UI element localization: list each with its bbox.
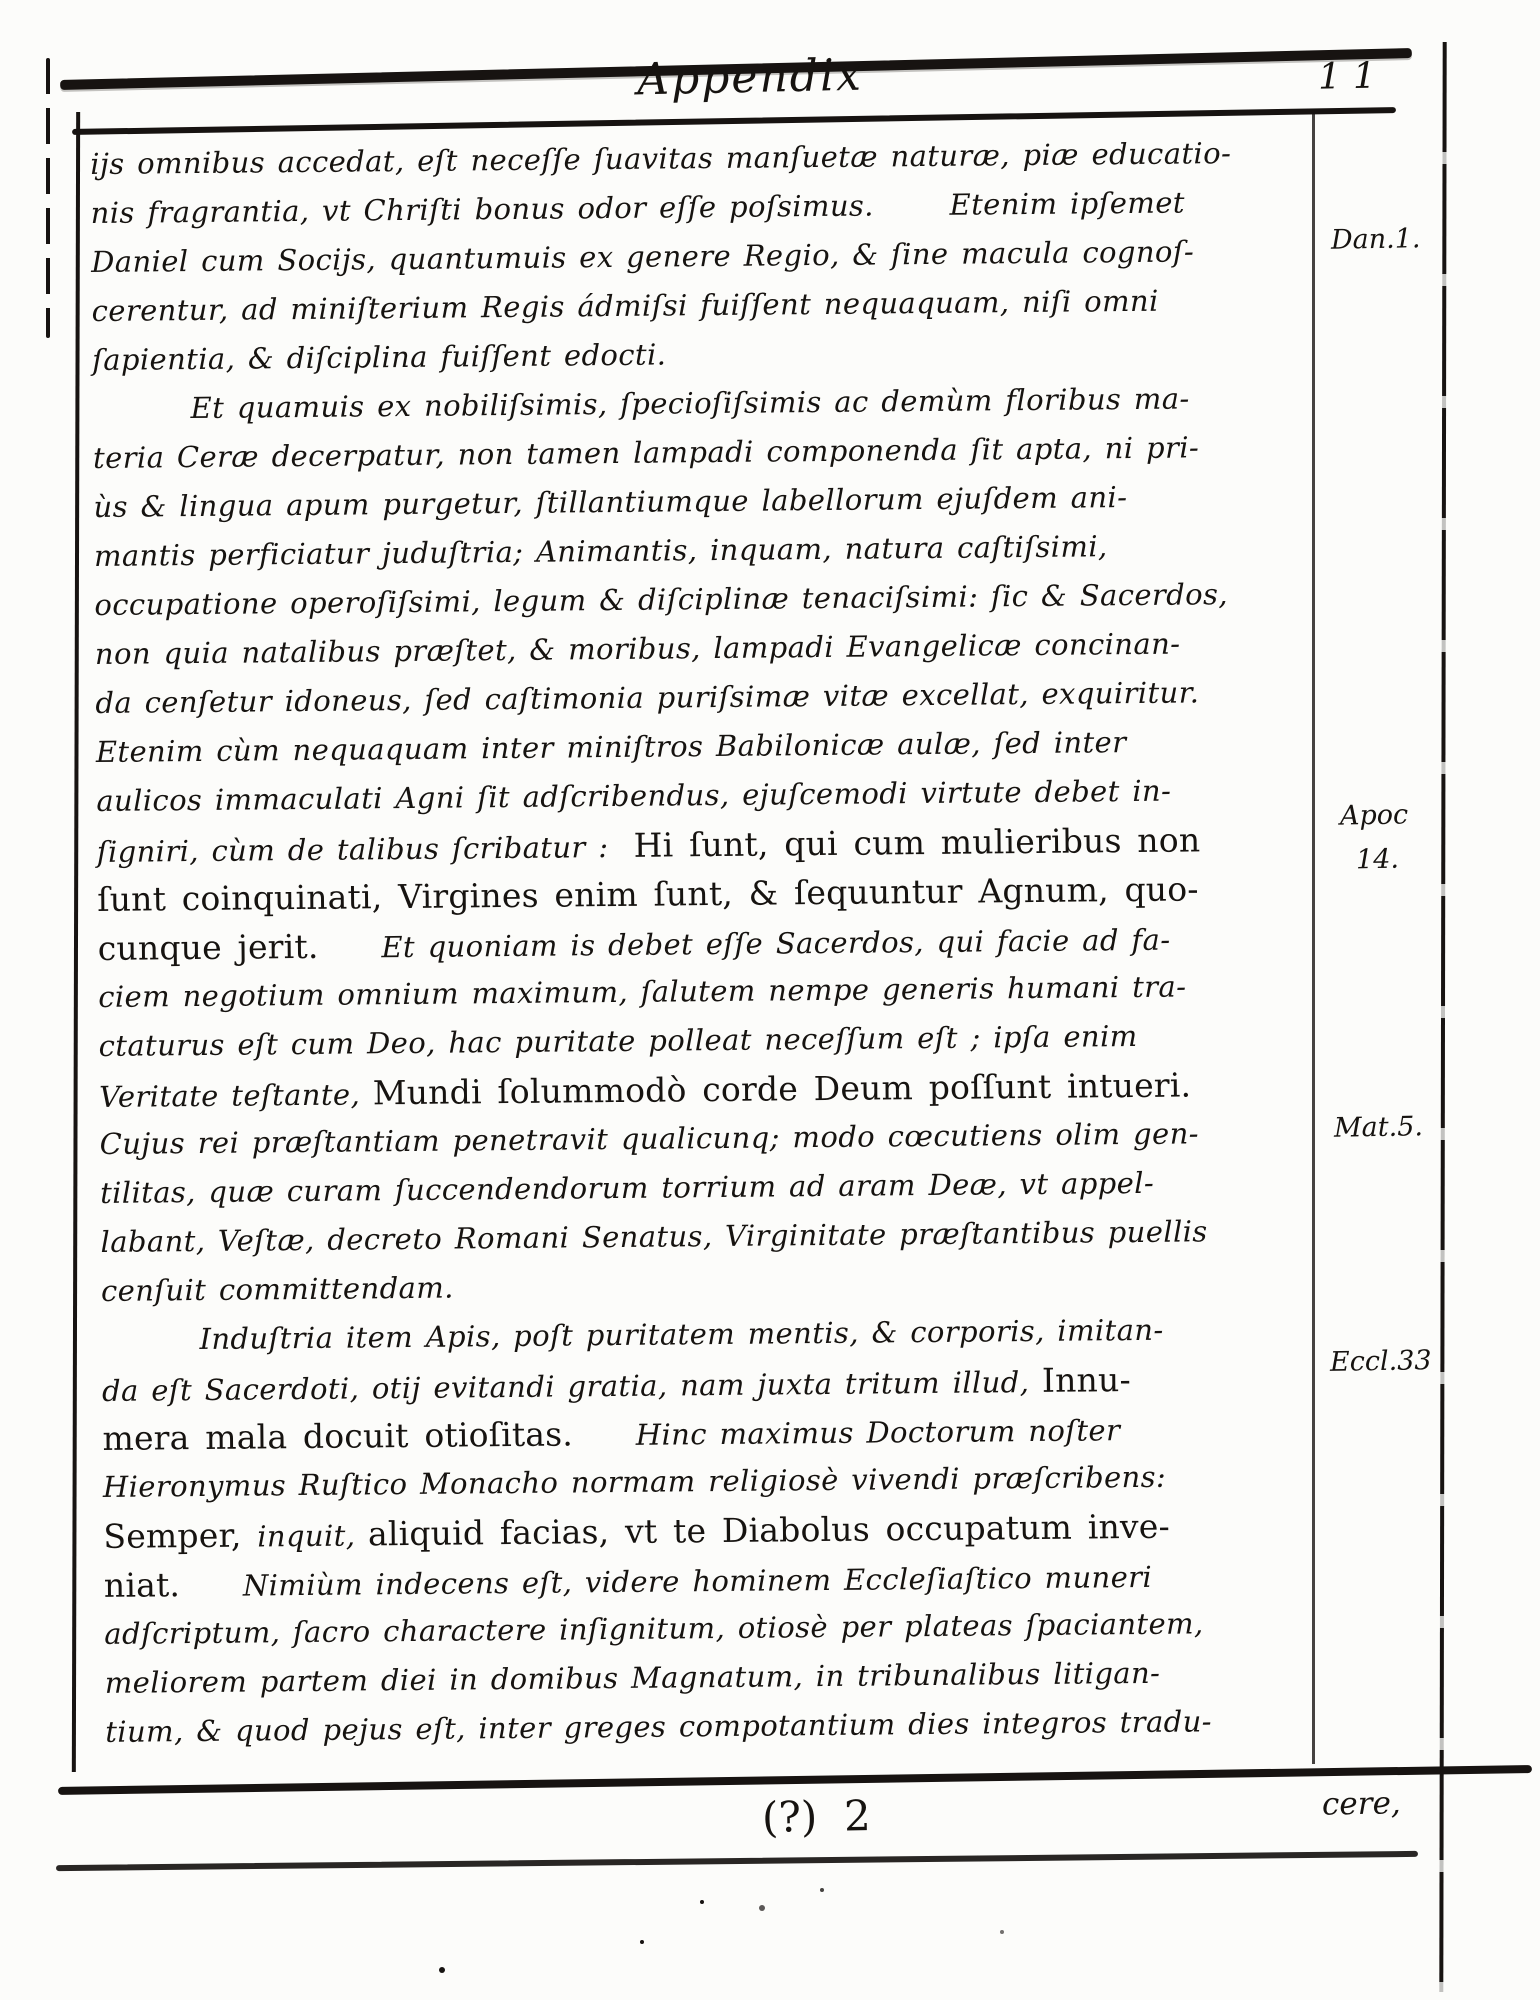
italic-text-segment: Et quamuis ex nobiliſsimis, ſpecioſiſsimis ac demùm floribus ma- [190, 381, 1190, 426]
italic-text-segment: da cenſetur idoneus, ſed caſtimonia puriſsimæ vitæ excellat, exquiritur. [95, 675, 1200, 720]
roman-text-segment: Semper, [103, 1515, 258, 1556]
roman-text-segment: aliquid facias, vt te Diabolus occupatum inve- [367, 1506, 1171, 1554]
page-title: Appendix [636, 49, 864, 106]
roman-text-segment: Innu- [1041, 1360, 1132, 1400]
margin-note-eccl33: Eccl.33 [1329, 1345, 1432, 1378]
catchword: cere, [1321, 1785, 1402, 1823]
roman-text-segment: ſunt coinquinati, Virgines enim ſunt, & ſequuntur Agnum, quo- [97, 869, 1199, 919]
italic-text-segment: ſigniri, cùm de talibus ſcribatur : [96, 829, 634, 869]
margin-note-mat5: Mat.5. [1333, 1111, 1424, 1144]
bottom-rule [58, 1765, 1532, 1795]
text-block-left-border [72, 112, 80, 1772]
italic-text-segment: ciem negotium omnium maximum, ſalutem nempe generis humani tra- [98, 969, 1187, 1014]
roman-text-segment: cunque jerit. [97, 926, 382, 968]
signature-mark: (?) 2 [761, 1791, 872, 1842]
italic-text-segment: cenſuit committendam. [100, 1270, 454, 1308]
left-edge-mark [46, 58, 50, 338]
italic-text-segment: teria Ceræ decerpatur, non tamen lampadi componenda ſit apta, ni pri- [92, 430, 1200, 475]
italic-text-segment: mantis perficiatur juduſtria; Animantis, inquam, natura caſtiſsimi, [93, 529, 1108, 573]
italic-text-segment: Hieronymus Ruſtico Monacho normam religiosè vivendi præſcribens: [102, 1459, 1167, 1504]
italic-text-segment: aulicos immaculati Agni ſit adſcribendus, ejuſcemodi virtute debet in- [96, 773, 1172, 818]
text-line [105, 1696, 1327, 1757]
italic-text-segment: labant, Veſtæ, decreto Romani Senatus, Virginitate præſtantibus puellis [100, 1214, 1208, 1259]
italic-text-segment: ſapientia, & diſciplina fuiſſent edocti. [91, 337, 667, 377]
italic-text-segment: ùs & lingua apum purgetur, ſtillantiumque labellorum ejuſdem ani- [93, 480, 1128, 524]
roman-text-segment: Hi ſunt, qui cum mulieribus non [633, 820, 1201, 865]
margin-note-dan1: Dan.1. [1330, 223, 1421, 256]
text-block [90, 128, 1327, 1757]
italic-text-segment: Veritate teſtante, [99, 1077, 373, 1114]
roman-text-segment: Mundi ſolummodò corde Deum poſſunt intueri. [372, 1065, 1192, 1113]
italic-text-segment: Hinc maximus Doctorum noſter [635, 1413, 1121, 1452]
italic-text-segment: Induſtria item Apis, poſt puritatem mentis, & corporis, imitan- [199, 1312, 1164, 1357]
italic-text-segment: tilitas, quæ curam ſuccendendorum torrium ad aram Deæ, vt appel- [99, 1165, 1155, 1210]
margin-note-apoc-number: 14. [1355, 843, 1400, 876]
footer-rule [56, 1851, 1418, 1871]
italic-text-segment: Nimiùm indecens eſt, videre hominem Eccleſiaſtico muneri [242, 1559, 1153, 1603]
italic-text-segment: non quia natalibus præſtet, & moribus, lampadi Evangelicæ concinan- [94, 626, 1181, 671]
italic-text-segment: ctaturus eſt cum Deo, hac puritate polleat neceſſum eſt ; ipſa enim [98, 1018, 1138, 1063]
roman-text-segment: mera mala docuit otioſitas. [102, 1413, 636, 1458]
italic-text-segment: Et quoniam is debet eſſe Sacerdos, qui facie ad fa- [381, 922, 1171, 965]
italic-text-segment: cerentur, ad miniſterium Regis ádmiſsi fuiſſent nequaquam, niſi omni [91, 283, 1159, 328]
italic-text-segment: nis fragrantia, vt Chriſti bonus odor eſſe poſsimus. Etenim ipſemet [90, 185, 1186, 230]
italic-text-segment: inquit, [257, 1518, 369, 1554]
scan-specks [700, 1900, 704, 1904]
right-page-edge-rule [1439, 42, 1446, 1992]
italic-text-segment: Cujus rei præſtantiam penetravit qualicunq; modo cœcutiens olim gen- [99, 1116, 1200, 1161]
roman-text-segment: niat. [103, 1564, 244, 1605]
italic-text-segment: tium, & quod pejus eſt, inter greges compotantium dies integros tradu- [105, 1704, 1213, 1749]
italic-text-segment: meliorem partem diei in domibus Magnatum, in tribunalibus litigan- [104, 1655, 1161, 1700]
italic-text-segment: ijs omnibus accedat, eſt neceſſe ſuavitas manſuetæ naturæ, piæ educatio- [90, 136, 1232, 181]
italic-text-segment: Etenim cùm nequaquam inter miniſtros Babilonicæ aulæ, ſed inter [95, 725, 1127, 769]
page-number: 11 [1317, 55, 1389, 98]
italic-text-segment: da eſt Sacerdoti, otij evitandi gratia, nam juxta tritum illud, [101, 1364, 1043, 1408]
italic-text-segment: Daniel cum Socijs, quantumuis ex genere Regio, & ſine macula cognoſ- [91, 234, 1195, 279]
italic-text-segment: occupatione operoſiſsimi, legum & diſciplinæ tenaciſsimi: ſic & Sacerdos, [94, 577, 1229, 622]
margin-note-apoc: Apoc [1339, 799, 1409, 832]
italic-text-segment: adſcriptum, ſacro charactere inſignitum, otiosè per plateas ſpaciantem, [104, 1606, 1204, 1651]
